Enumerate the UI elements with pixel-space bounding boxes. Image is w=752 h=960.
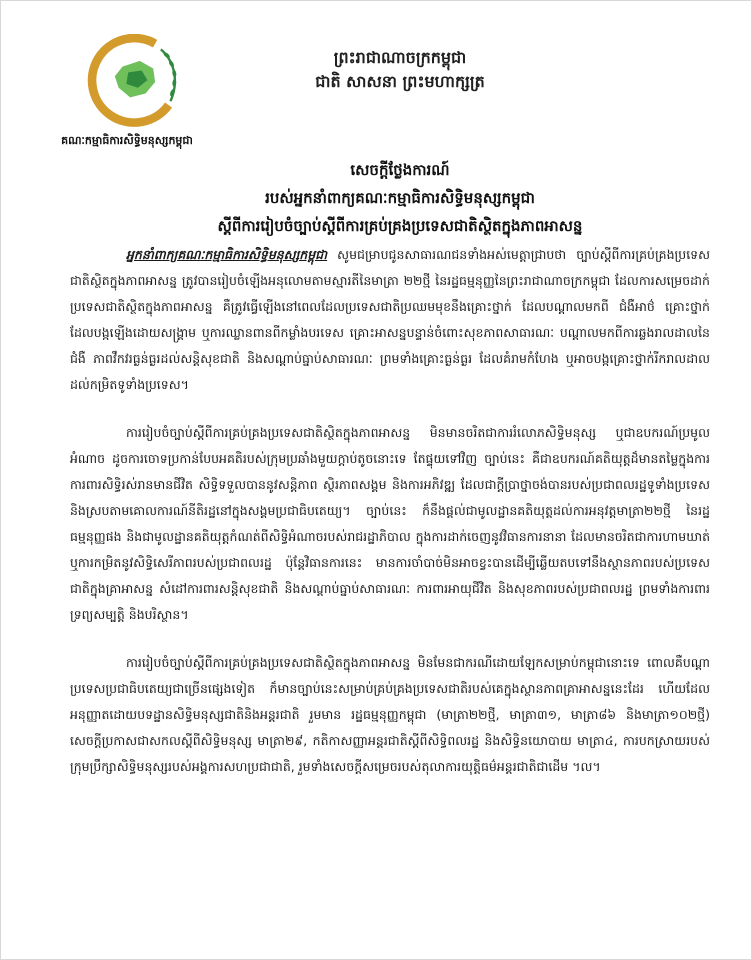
statement-topic: ស្តីពីការរៀបចំច្បាប់ស្តីពីការគ្រប់គ្រងប្រទេសជាតិស្ថិតក្នុងភាពអាសន្ន xyxy=(217,217,583,235)
paragraph-1-text: សូមជម្រាបជូនសាធារណជនទាំងអស់មេត្តាជ្រាបថា ច្បាប់ស្តីពីការគ្រប់គ្រងប្រទេសជាតិស្ថិតក្នុងភាពអាសន្ន ត្រូវបានរៀបចំឡើងអនុលោមតាមស្មារតីនៃមាត្រា ២២ថ្មី នៃរដ្ឋធម្មនុញ្ញនៃព្រះរាជាណាចក្រកម្ពុជា ដែលការសម្រេចដាក់ប្រទេសជាតិស្ថិតក្នុងភាពអាសន្ន គឺត្រូវធ្វើឡើងនៅពេលដែលប្រទេសជាតិប្រឈមមុខនឹងគ្រោះថ្នាក់ ដែលបណ្តាលមកពី ជំងឺអាថ៌ គ្រោះថ្នាក់ ដែលបង្កឡើងដោយសង្គ្រាម ឬការឈ្លានពានពីកម្លាំងបរទេស គ្រោះអាសន្នបន្ទាន់ចំពោះសុខភាពសាធារណៈ បណ្តាលមកពីការឆ្លងរាលដាលនៃជំងឺ ភាពវឹកវរធ្ងន់ធ្ងរដល់សន្តិសុខជាតិ និងសណ្តាប់ធ្នាប់សាធារណៈ ព្រមទាំងគ្រោះធ្ងន់ធ្ងរ ដែលគំរាមកំហែង ឬអាចបង្កគ្រោះថ្នាក់រីករាលដាលដល់កម្រិតទូទាំងប្រទេស។ xyxy=(70,247,710,392)
statement-title: សេចក្តីថ្លែងការណ៍ xyxy=(350,161,450,179)
paragraph-2: ការរៀបចំច្បាប់ស្តីពីការគ្រប់គ្រងប្រទេសជាតិស្ថិតក្នុងភាពអាសន្ន មិនមានចរិតជាការរំលោភសិទ្ធិមនុស្ស ឬជាឧបករណ៍ប្រមូលអំណាច ដូចការចោទប្រកាន់បែបអគតិរបស់ក្រុមប្រឆាំងមួយក្តាប់តូចនោះទេ តែផ្ទុយទៅវិញ ច្បាប់នេះ គឺជាឧបករណ៍គតិយុត្តដ៏មានតម្លៃក្នុងការការពារសិទ្ធិរស់រានមានជីវិត សិទ្ធិទទួលបាននូវសន្តិភាព ស្ថិរភាពសង្គម និងការអភិវឌ្ឍ ដែលជាក្តីប្រាថ្នាចង់បានរបស់ប្រជាពលរដ្ឋទូទាំងប្រទេស និងស្របតាមគោលការណ៍នីតិរដ្ឋនៅក្នុងសង្គមប្រជាធិបតេយ្យ។ ច្បាប់នេះ ក៏នឹងផ្តល់ជាមូលដ្ឋានគតិយុត្តដល់ការអនុវត្តមាត្រា២២ថ្មី នៃរដ្ឋធម្មនុញ្ញផង និងជាមូលដ្ឋានគតិយុត្តកំណត់ពីសិទ្ធិអំណាចរបស់រាជរដ្ឋាភិបាល ក្នុងការដាក់ចេញនូវវិធានការនានា ដែលមានចរិតជាការហាមឃាត់ ឬការកម្រិតនូវសិទ្ធិសេរីភាពរបស់ប្រជាពលរដ្ឋ ប៉ុន្តែវិធានការនេះ មានការចាំបាច់មិនអាចខ្វះបានដើម្បីឆ្លើយតបទៅនឹងស្ថានភាពរបស់ប្រទេសជាតិក្នុងគ្រាអាសន្ន សំដៅការពារសន្តិសុខជាតិ និងសណ្តាប់ធ្នាប់សាធារណៈ ការពារអាយុជីវិត និងសុខភាពរបស់ប្រជាពលរដ្ឋ ព្រមទាំងការពារទ្រព្យសម្បត្តិ និងបរិស្ថាន។ xyxy=(70,425,710,622)
statement-subtitle: របស់អ្នកនាំពាក្យគណៈកម្មាធិការសិទ្ធិមនុស្សកម្ពុជា xyxy=(265,189,535,207)
national-motto xyxy=(250,46,550,94)
spokesperson-lead: អ្នកនាំពាក្យគណៈកម្មាធិការសិទ្ធិមនុស្សកម្ពុជា xyxy=(126,247,328,262)
paragraph-3: ការរៀបចំច្បាប់ស្តីពីការគ្រប់គ្រងប្រទេសជាតិស្ថិតក្នុងភាពអាសន្ន មិនមែនជាករណីដោយឡែកសម្រាប់កម្ពុជានោះទេ ពោលគឺបណ្តាប្រទេសប្រជាធិបតេយ្យជាច្រើនផ្សេងទៀត ក៏មានច្បាប់នេះសម្រាប់គ្រប់គ្រងប្រទេសជាតិរបស់គេក្នុងស្ថានភាពគ្រាអាសន្ននេះដែរ ហើយដែលអនុញ្ញាតដោយបទដ្ឋានសិទ្ធិមនុស្សជាតិនិងអន្តរជាតិ រួមមាន រដ្ឋធម្មនុញ្ញកម្ពុជា (មាត្រា២២ថ្មី, មាត្រា៣១, មាត្រា៨៦ និងមាត្រា១០២ថ្មី) សេចក្តីប្រកាសជាសកលស្តីពីសិទ្ធិមនុស្ស មាត្រា២៩, កតិកាសញ្ញាអន្តរជាតិស្តីពីសិទ្ធិពលរដ្ឋ និងសិទ្ធិនយោបាយ មាត្រា៤, ការបកស្រាយរបស់ក្រុមប្រឹក្សាសិទ្ធិមនុស្សរបស់អង្គការសហប្រជាជាតិ, រួមទាំងសេចក្តីសម្រេចរបស់តុលាការយុត្តិធម៌អន្តរជាតិជាដើម ។ល។ xyxy=(70,655,710,774)
chrc-logo xyxy=(86,34,182,130)
statement-title-block xyxy=(90,156,710,240)
kingdom-name: ព្រះរាជាណាចក្រកម្ពុជា xyxy=(333,48,467,67)
statement-body xyxy=(70,242,710,802)
motto-line: ជាតិ សាសនា ព្រះមហាក្សត្រ xyxy=(315,72,485,91)
letterhead xyxy=(52,34,202,156)
org-name: គណៈកម្មាធិការសិទ្ធិមនុស្សកម្ពុជា xyxy=(61,134,193,147)
paragraph-1 xyxy=(70,242,710,398)
